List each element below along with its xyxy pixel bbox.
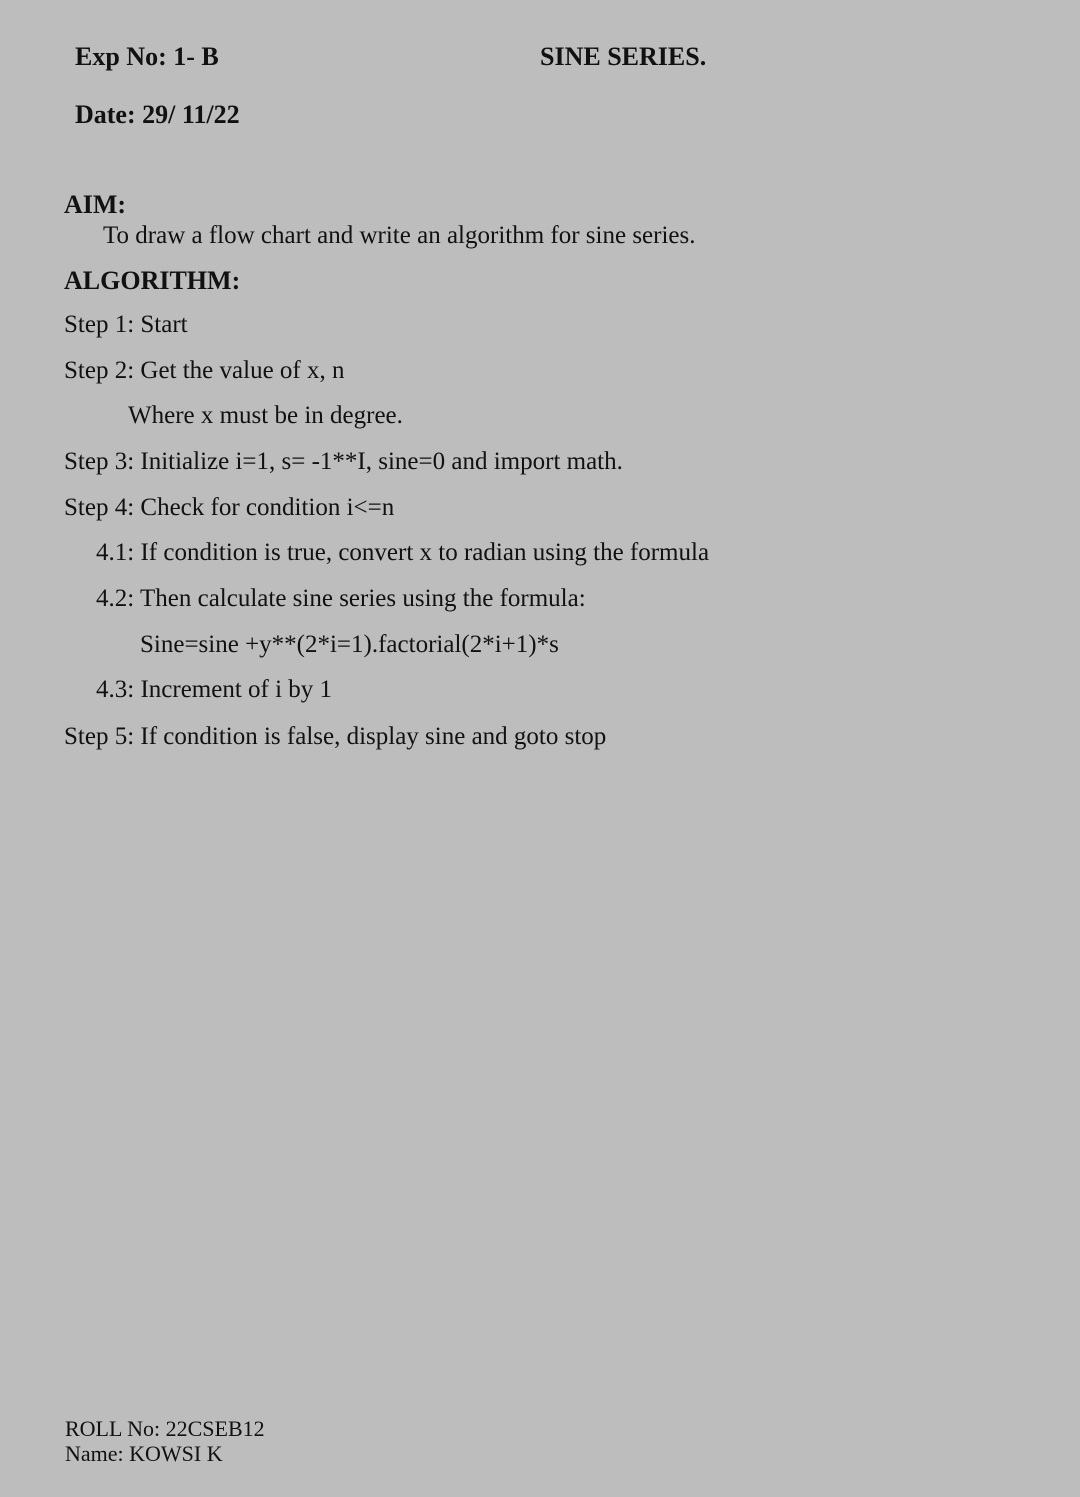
step-4-2-formula: Sine=sine +y**(2*i=1).factorial(2*i+1)*s bbox=[140, 631, 559, 658]
step-4-3: 4.3: Increment of i by 1 bbox=[96, 676, 333, 703]
step-3: Step 3: Initialize i=1, s= -1**I, sine=0 and import math. bbox=[64, 448, 623, 475]
exp-number: Exp No: 1- B bbox=[75, 42, 219, 71]
student-name: Name: KOWSI K bbox=[65, 1441, 223, 1466]
footer bbox=[65, 1416, 265, 1466]
aim-text: To draw a flow chart and write an algorithm for sine series. bbox=[103, 222, 696, 249]
roll-number: ROLL No: 22CSEB12 bbox=[65, 1416, 265, 1441]
aim-heading: AIM: bbox=[64, 190, 127, 219]
step-2-note: Where x must be in degree. bbox=[128, 402, 403, 429]
step-4: Step 4: Check for condition i<=n bbox=[64, 494, 395, 521]
date: Date: 29/ 11/22 bbox=[75, 100, 240, 129]
step-1: Step 1: Start bbox=[64, 311, 188, 338]
step-2: Step 2: Get the value of x, n bbox=[64, 357, 345, 384]
page-title: SINE SERIES. bbox=[540, 42, 707, 71]
algorithm-heading: ALGORITHM: bbox=[64, 266, 241, 295]
step-5: Step 5: If condition is false, display sine and goto stop bbox=[64, 723, 607, 750]
step-4-2: 4.2: Then calculate sine series using the formula: bbox=[96, 585, 586, 612]
step-4-1: 4.1: If condition is true, convert x to radian using the formula bbox=[96, 539, 710, 566]
